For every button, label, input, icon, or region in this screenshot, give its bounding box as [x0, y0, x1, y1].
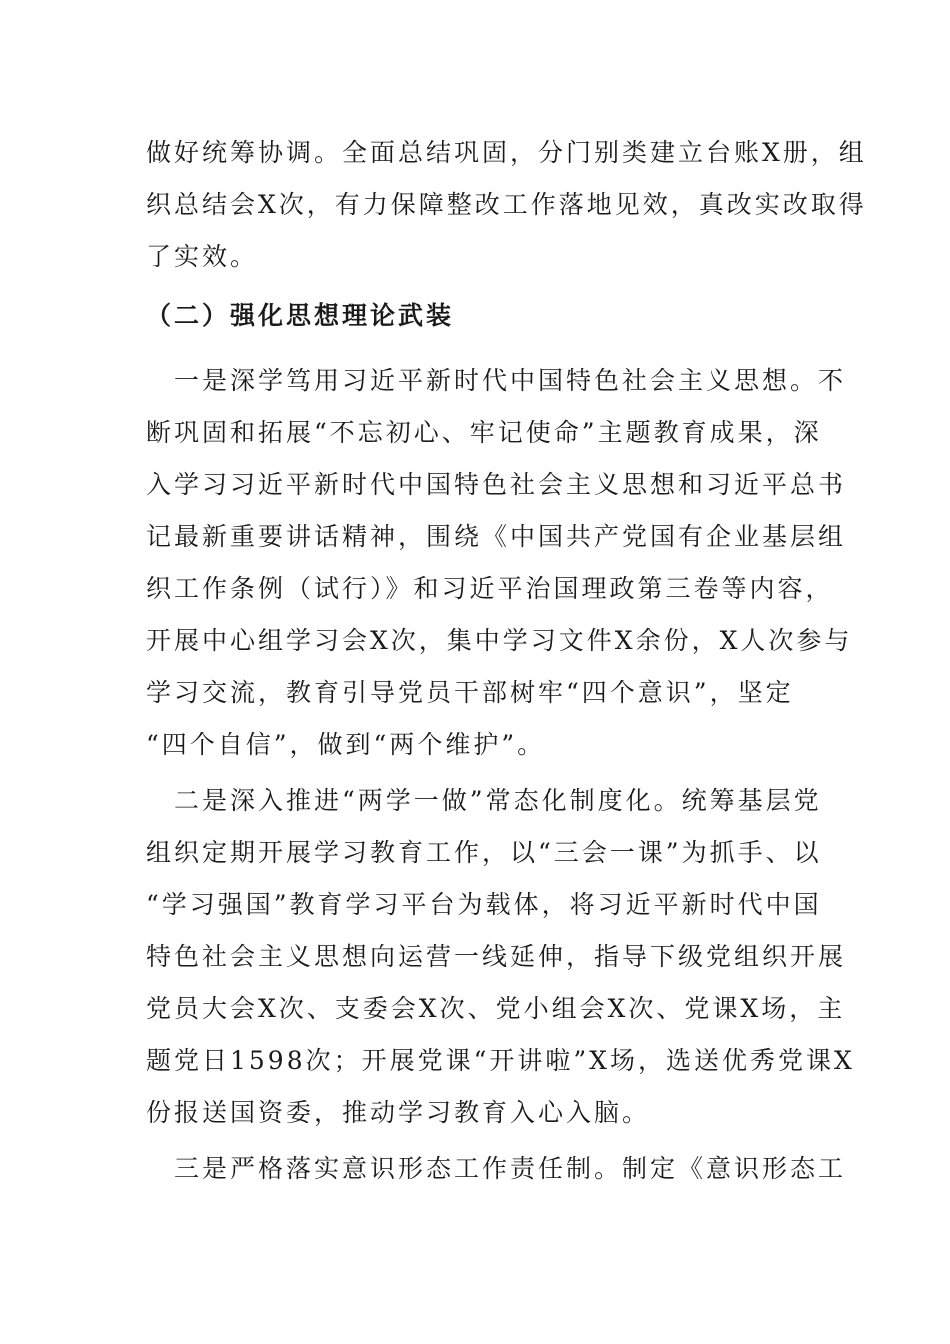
- text-line: 开展中心组学习会X次，集中学习文件X余份，X人次参与: [146, 626, 853, 655]
- text-line: “四个自信”，做到“两个维护”。: [146, 730, 546, 759]
- text-line: 特色社会主义思想向运营一线延伸，指导下级党组织开展: [146, 942, 847, 971]
- text-line: 断巩固和拓展“不忘初心、牢记使命”主题教育成果，深: [146, 418, 822, 447]
- text-line: 记最新重要讲话精神，围绕《中国共产党国有企业基层组: [146, 522, 847, 551]
- text-line: 织总结会X次，有力保障整改工作落地见效，真改实改取得: [146, 190, 867, 219]
- paragraph-coordination: [146, 127, 867, 283]
- text-line: 学习交流，教育引导党员干部树牢“四个意识”，坚定: [146, 678, 794, 707]
- text-line: 三是严格落实意识形态工作责任制。制定《意识形态工: [146, 1154, 847, 1183]
- text-line: 了实效。: [146, 242, 259, 271]
- text-line: 组织定期开展学习教育工作，以“三会一课”为抓手、以: [146, 838, 822, 867]
- text-line: 入学习习近平新时代中国特色社会主义思想和习近平总书: [146, 470, 847, 499]
- text-line: 二是深入推进“两学一做”常态化制度化。统筹基层党: [146, 786, 822, 815]
- paragraph-two-studies: [146, 775, 855, 1139]
- text-line: “学习强国”教育学习平台为载体，将习近平新时代中国: [146, 890, 822, 919]
- text-line: 做好统筹协调。全面总结巩固，分门别类建立台账X册，组: [146, 138, 867, 167]
- text-line: 一是深学笃用习近平新时代中国特色社会主义思想。不: [146, 366, 847, 395]
- paragraph-ideology-responsibility: [146, 1143, 847, 1195]
- paragraph-study-thought: [146, 355, 853, 771]
- section-heading: （二）强化思想理论武装: [146, 301, 455, 330]
- text-line: 题党日1598次；开展党课“开讲啦”X场，选送优秀党课X: [146, 1046, 855, 1075]
- text-line: 织工作条例（试行）》和习近平治国理政第三卷等内容，: [146, 574, 834, 603]
- text-line: 份报送国资委，推动学习教育入心入脑。: [146, 1098, 651, 1127]
- text-line: 党员大会X次、支委会X次、党小组会X次、党课X场，主: [146, 994, 846, 1023]
